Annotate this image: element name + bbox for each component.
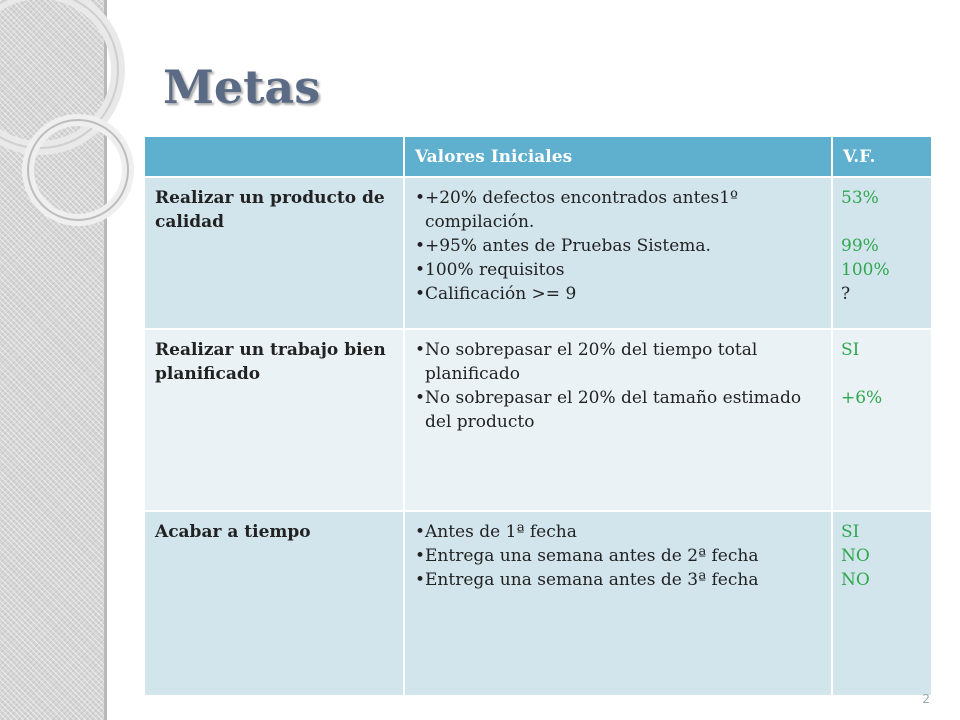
table-row [144, 177, 932, 329]
goal-cell: Realizar un trabajo bien planificado [144, 329, 404, 511]
vf-value: SI [841, 522, 860, 542]
list-item: • +20% defectos encontrados antes1º compilación. [415, 186, 821, 234]
goal-cell: Realizar un producto de calidad [144, 177, 404, 329]
header-initial-values: Valores Iniciales [404, 136, 832, 177]
goals-table [143, 135, 933, 697]
slide-title: Metas [163, 60, 321, 114]
vf-value [841, 362, 923, 386]
list-item: • Entrega una semana antes de 3ª fecha [415, 568, 821, 592]
goal-cell: Acabar a tiempo [144, 511, 404, 696]
vf-value: 99% [841, 236, 879, 256]
vf-cell [832, 511, 932, 696]
initial-values-cell [404, 329, 832, 511]
table-header-row [144, 136, 932, 177]
vf-value: SI [841, 340, 860, 360]
list-item: • +95% antes de Pruebas Sistema. [415, 234, 821, 258]
header-goal [144, 136, 404, 177]
list-item: • No sobrepasar el 20% del tamaño estimado del producto [415, 386, 821, 434]
vf-cell [832, 329, 932, 511]
vf-value [841, 210, 923, 234]
page-number: 2 [922, 692, 930, 706]
list-item: • Entrega una semana antes de 2ª fecha [415, 544, 821, 568]
vf-value: 100% [841, 260, 890, 280]
table-row [144, 329, 932, 511]
header-vf: V.F. [832, 136, 932, 177]
initial-values-cell [404, 511, 832, 696]
initial-values-cell [404, 177, 832, 329]
list-item: • 100% requisitos [415, 258, 821, 282]
list-item: • No sobrepasar el 20% del tiempo total planificado [415, 338, 821, 386]
table-row [144, 511, 932, 696]
vf-value: 53% [841, 188, 879, 208]
vf-value: +6% [841, 388, 883, 408]
vf-value: NO [841, 570, 870, 590]
vf-cell [832, 177, 932, 329]
list-item: • Calificación >= 9 [415, 282, 821, 306]
vf-value: ? [841, 284, 851, 304]
list-item: • Antes de 1ª fecha [415, 520, 821, 544]
vf-value: NO [841, 546, 870, 566]
